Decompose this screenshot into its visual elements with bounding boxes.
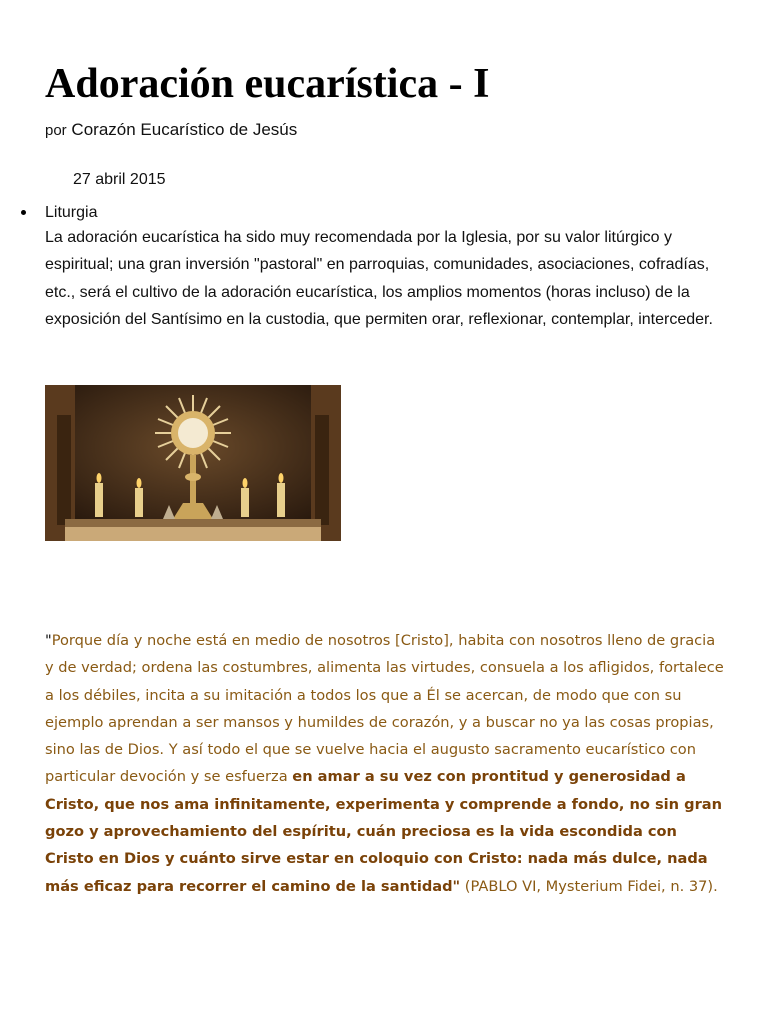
- intro-paragraph: La adoración eucarística ha sido muy recomendada por la Iglesia, por su valor litúrgico y espiritual; una gran inversión "pastoral" en parroquias, comunidades, asociaciones, cofradías, etc., será el cultivo de la adoración eucarística, los amplios momentos (horas incluso) de la exposición del Santísimo en la custodia, que permiten orar, reflexionar, contemplar, interceder.: [45, 229, 713, 329]
- bullet-icon: [21, 210, 26, 215]
- monstrance-image: [45, 385, 341, 541]
- quote-open-mark: ": [45, 632, 52, 649]
- quote-bold-text: en amar a su vez con prontitud y generosidad a Cristo, que nos ama infinitamente, experimenta y comprende a fondo, no sin gran gozo y aprovechamiento del espíritu, cuán preciosa es la vida escondida con Cristo en Dios y cuánto sirve estar en coloquio con Cristo: nada más dulce, nada más eficaz para recorrer el camino de la santidad": [45, 768, 723, 895]
- quote-block: [45, 627, 725, 900]
- byline-prefix: por: [45, 122, 67, 139]
- byline: [45, 119, 297, 142]
- monstrance-photo: [45, 385, 341, 541]
- author-link[interactable]: Corazón Eucarístico de Jesús: [71, 120, 298, 139]
- quote-plain-text: Porque día y noche está en medio de nosotros [Cristo], habita con nosotros lleno de gracia y de verdad; ordena las costumbres, alimenta las virtudes, consuela a los afligidos, fortalece a los débiles, incita a su imitación a todos los que a Él se acercan, de modo que con su ejemplo aprendan a ser mansos y humildes de corazón, y a buscar no ya las cosas propias, sino las de Dios. Y así todo el que se vuelve hacia el augusto sacramento eucarístico con particular devoción y se esfuerza: [45, 632, 724, 786]
- article-title: Adoración eucarística - I: [45, 61, 490, 107]
- category-link[interactable]: Liturgia: [45, 204, 98, 221]
- quote-citation: (PABLO VI, Mysterium Fidei, n. 37).: [460, 877, 718, 895]
- category-list: [45, 202, 735, 334]
- category-item: [45, 202, 735, 334]
- publish-date: 27 abril 2015: [73, 171, 166, 188]
